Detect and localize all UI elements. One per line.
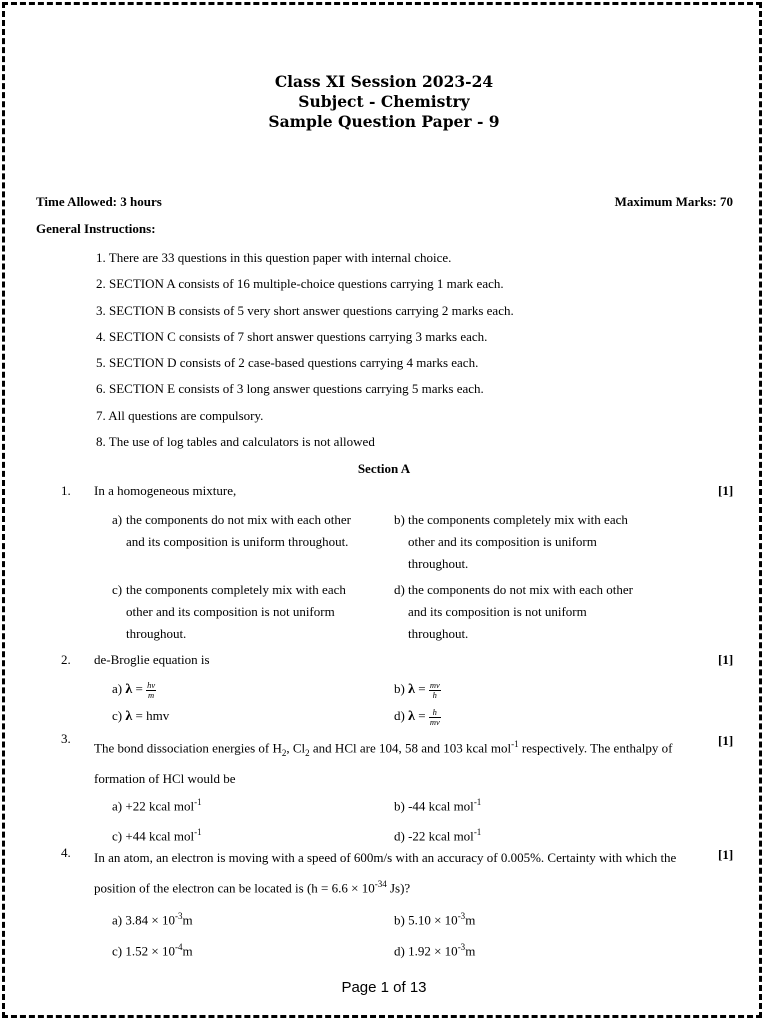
lambda-symbol: λ: [408, 682, 415, 697]
superscript: -1: [473, 797, 482, 807]
option-text: the components completely mix with each other and its composition is not uniform throughout.: [126, 582, 346, 641]
question-text: de-Broglie equation is: [94, 652, 210, 667]
question-number: 1.: [61, 483, 71, 498]
option-text: +22 kcal mol: [125, 798, 195, 814]
header-subject: Subject - Chemistry: [298, 92, 470, 111]
option-text: the components do not mix with each other and its composition is not uniform throughout.: [408, 582, 633, 641]
superscript: -1: [194, 797, 202, 807]
option-2c: [112, 705, 312, 728]
superscript: -1: [473, 827, 482, 837]
instruction-item: 4. SECTION C consists of 7 short answer questions carrying 3 marks each.: [96, 328, 488, 344]
fraction-numerator: hv: [147, 679, 156, 690]
instructions-list: [96, 250, 514, 460]
question-marks: [1]: [718, 652, 734, 667]
option-text: the components do not mix with each other and its composition is uniform throughout.: [126, 512, 351, 549]
option-3b: [394, 791, 594, 817]
fraction-denominator: h: [432, 689, 437, 700]
option-text: 1.52 × 10: [125, 943, 175, 959]
option-text: 5.10 × 10: [408, 912, 458, 928]
option-label: b): [394, 798, 405, 814]
option-label: d): [394, 943, 405, 959]
equals-sign: =: [135, 681, 143, 696]
text-part: and HCl are 104, 58 and 103 kcal mol: [309, 740, 512, 756]
general-instructions-title: General Instructions:: [36, 221, 156, 236]
superscript: -34: [374, 879, 387, 889]
header-paper-title: Sample Question Paper - 9: [268, 112, 500, 131]
fraction: [146, 681, 156, 700]
option-text: 1.92 × 10: [408, 943, 458, 959]
instruction-item: 2. SECTION A consists of 16 multiple-choice questions carrying 1 mark each.: [96, 276, 504, 292]
option-2a: [112, 678, 312, 701]
instruction-item: 7. All questions are compulsory.: [96, 407, 264, 423]
option-4c: [112, 936, 312, 962]
unit: m: [182, 943, 193, 959]
superscript: -3: [174, 911, 183, 921]
option-3d: [394, 821, 594, 847]
page-footer: Page 1 of 13: [341, 979, 427, 996]
equals-sign: =: [418, 708, 426, 723]
option-2d: [394, 705, 594, 728]
option-label: d): [394, 828, 405, 844]
fraction-denominator: mv: [429, 716, 440, 727]
equals-sign: =: [418, 681, 426, 696]
text-part: , Cl: [286, 740, 306, 756]
instruction-item: 3. SECTION B consists of 5 very short answer questions carrying 2 marks each.: [96, 302, 514, 318]
header-class-session: Class XI Session 2023-24: [274, 72, 494, 91]
time-allowed: Time Allowed: 3 hours: [36, 194, 162, 209]
instruction-item: 8. The use of log tables and calculators is not allowed: [96, 434, 375, 450]
maximum-marks: Maximum Marks: 70: [614, 194, 733, 209]
question-text: In a homogeneous mixture,: [94, 483, 237, 498]
question-number: 3.: [61, 731, 71, 746]
text-part: respectively. The enthalpy of formation of HCl would be: [94, 740, 673, 786]
equation-text: = hmv: [135, 708, 170, 723]
unit: m: [182, 912, 193, 928]
fraction-denominator: m: [148, 689, 155, 700]
question-marks: [1]: [718, 733, 734, 748]
section-title: Section A: [357, 461, 411, 476]
option-3a: [112, 791, 312, 817]
option-label: c): [112, 708, 123, 723]
text-part: Js)?: [386, 880, 411, 896]
option-4a: [112, 905, 312, 931]
option-text: -44 kcal mol: [408, 798, 474, 814]
unit: m: [465, 912, 476, 928]
option-label: c): [112, 828, 123, 844]
option-label: b): [394, 912, 405, 928]
option-2b: [394, 678, 594, 701]
question-number: 4.: [61, 845, 71, 860]
superscript: -3: [457, 911, 466, 921]
option-label: a): [112, 512, 123, 527]
option-label: d): [394, 582, 405, 597]
fraction: [429, 681, 441, 700]
fraction: [429, 708, 441, 727]
lambda-symbol: λ: [125, 682, 133, 697]
option-label: c): [112, 943, 123, 959]
option-label: a): [112, 798, 123, 814]
subscript: 2: [305, 747, 310, 758]
option-text: the components completely mix with each other and its composition is uniform throughout.: [408, 512, 628, 571]
option-4d: [394, 936, 594, 962]
option-label: a): [112, 681, 123, 696]
superscript: -3: [457, 942, 466, 952]
question-marks: [1]: [718, 847, 734, 862]
fraction-numerator: h: [429, 708, 441, 718]
meta-row: [36, 194, 733, 210]
text-part: The bond dissociation energies of H: [94, 740, 282, 756]
lambda-symbol: λ: [125, 709, 133, 724]
instruction-item: 6. SECTION E consists of 3 long answer questions carrying 5 marks each.: [96, 381, 484, 397]
option-4b: [394, 905, 594, 931]
option-label: c): [112, 582, 123, 597]
option-label: d): [394, 708, 405, 723]
option-label: a): [112, 912, 123, 928]
option-text: 3.84 × 10: [125, 912, 175, 928]
option-text: -22 kcal mol: [408, 828, 474, 844]
question-marks: [1]: [718, 483, 734, 498]
instruction-item: 5. SECTION D consists of 2 case-based questions carrying 4 marks each.: [96, 355, 479, 371]
question-number: 2.: [61, 652, 71, 667]
instruction-item: 1. There are 33 questions in this question paper with internal choice.: [96, 250, 452, 265]
option-label: b): [394, 512, 405, 527]
superscript: -4: [174, 942, 183, 952]
unit: m: [465, 943, 476, 959]
fraction-numerator: mv: [429, 679, 440, 690]
superscript: -1: [511, 739, 519, 749]
subscript: 2: [281, 747, 287, 758]
lambda-symbol: λ: [408, 709, 415, 724]
superscript: -1: [194, 827, 202, 837]
question-text: [94, 845, 706, 901]
question-text: [94, 731, 706, 792]
option-label: b): [394, 681, 405, 696]
text-part: In an atom, an electron is moving with a speed of 600m/s with an accuracy of 0.005%. Certainty with which the position of the electron can be located is (h = 6.6 × 10: [94, 850, 677, 896]
option-3c: [112, 821, 312, 847]
paper-header: [0, 72, 768, 132]
option-text: +44 kcal mol: [125, 828, 195, 844]
